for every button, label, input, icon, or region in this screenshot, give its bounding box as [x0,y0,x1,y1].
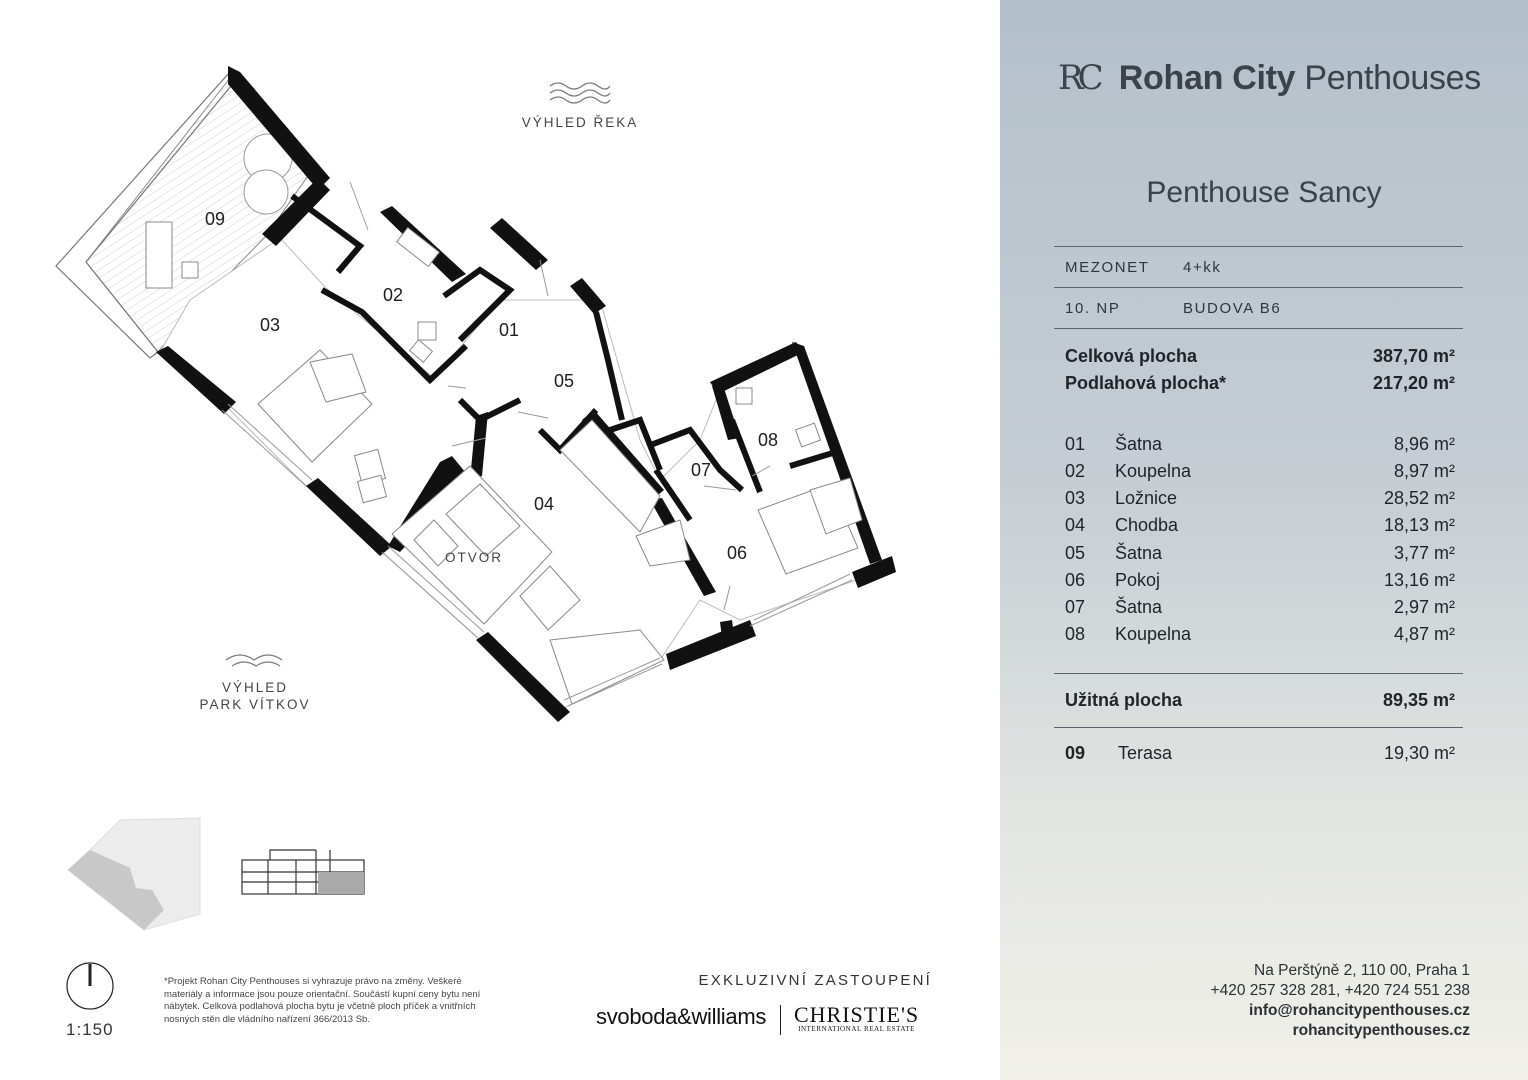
page-title: Penthouse Sancy [1146,176,1382,209]
view-park-label-2: PARK VÍTKOV [199,697,311,712]
room-label-01: 01 [499,320,520,340]
room-label-06: 06 [727,543,748,563]
logo-divider [780,1005,781,1035]
info-panel [1000,0,1528,1080]
terrace-number: 09 [1065,743,1086,763]
room-label-08: 08 [758,430,779,450]
room-area: 13,16 m² [1383,570,1455,590]
total-area-label: Celková plocha [1065,346,1198,366]
room-name: Koupelna [1115,461,1192,481]
divider [1054,246,1463,247]
room-label-09: 09 [205,209,226,229]
room-number: 08 [1065,624,1086,644]
room-area: 28,52 m² [1383,488,1455,508]
room-label-02: 02 [383,285,404,305]
terrace-area: 19,30 m² [1383,743,1455,763]
room-name: Šatna [1115,543,1163,563]
total-area-value: 387,70 m² [1372,346,1455,366]
room-number: 03 [1065,488,1086,508]
river-view-icon [550,83,610,103]
scale-label: 1:150 [66,1020,114,1039]
christies-logo [793,1002,920,1034]
address: Na Perštýně 2, 110 00, Praha 1 [1254,962,1470,979]
room-name: Koupelna [1115,624,1192,644]
room-area: 8,96 m² [1393,434,1455,454]
room-number: 04 [1065,515,1086,535]
room-number: 02 [1065,461,1086,481]
building-value: BUDOVA B6 [1183,300,1282,317]
interior-floor [160,238,880,710]
floor-area-label: Podlahová plocha* [1065,373,1227,393]
side-table [182,262,198,278]
park-view-icon [226,655,282,666]
christies-subtitle: INTERNATIONAL REAL ESTATE [798,1025,916,1034]
room-number: 01 [1065,434,1086,454]
section-key-highlight [318,872,364,894]
room-area: 3,77 m² [1393,543,1455,563]
room-area: 2,97 m² [1393,597,1455,617]
svoboda-williams-logo: svoboda&williams [596,1004,767,1029]
room-label-07: 07 [691,460,712,480]
brand-logo [1058,58,1481,98]
brand-name-light: Penthouses [1304,59,1481,97]
divider [1054,328,1463,329]
room-name: Ložnice [1115,488,1178,508]
divider [1054,287,1463,288]
contact-block [1211,961,1470,1041]
room-label-05: 05 [554,371,575,391]
view-river-label: VÝHLED ŘEKA [521,115,639,130]
website-link[interactable]: rohancitypenthouses.cz [1292,1022,1470,1039]
usable-area-value: 89,35 m² [1382,690,1455,710]
room-label-03: 03 [260,315,281,335]
room-name: Pokoj [1115,570,1161,590]
room-number: 06 [1065,570,1086,590]
tree [244,170,288,214]
room-number: 07 [1065,597,1086,617]
room-area: 8,97 m² [1393,461,1455,481]
opening-label: OTVOR [444,550,503,565]
partner-logos [596,1004,919,1035]
room-area: 18,13 m² [1383,515,1455,535]
email-link[interactable]: info@rohancitypenthouses.cz [1249,1002,1470,1019]
floor-plan-drawing [0,0,1000,800]
floor-area-value: 217,20 m² [1372,373,1455,393]
exclusive-representation-label: EXKLUZIVNÍ ZASTOUPENÍ [698,972,932,989]
room-name: Chodba [1115,515,1179,535]
key-plans [60,810,390,940]
view-park-label-1: VÝHLED [221,680,289,695]
north-arrow-icon [64,960,116,1012]
unit-type-value: 4+kk [1183,259,1222,276]
room-label-04: 04 [534,494,555,514]
floor-label: 10. NP [1065,300,1121,317]
divider [1054,727,1463,728]
lounger [146,222,172,288]
divider [1054,673,1463,674]
brand-monogram: RC [1058,58,1098,98]
unit-type-label: MEZONET [1065,259,1150,276]
room-area: 4,87 m² [1393,624,1455,644]
brand-name-bold: Rohan City [1118,59,1296,97]
room-name: Šatna [1115,597,1163,617]
usable-area-label: Užitná plocha [1065,690,1183,710]
room-name: Šatna [1115,434,1163,454]
disclaimer: *Projekt Rohan City Penthouses si vyhrazuje právo na změny. Veškeré materiály a informace jsou pouze orientační. Součástí kupní ceny bytu není nábytek. Celková podlahová plocha bytu je včetně ploch příček a vnitřních nosných stěn dle vládního nařízení 366/2013 Sb. [164,976,481,1025]
phones[interactable]: +420 257 328 281, +420 724 551 238 [1210,982,1470,999]
terrace-name: Terasa [1118,743,1173,763]
room-number: 05 [1065,543,1086,563]
christies-wordmark: CHRISTIE'S [793,1002,920,1028]
